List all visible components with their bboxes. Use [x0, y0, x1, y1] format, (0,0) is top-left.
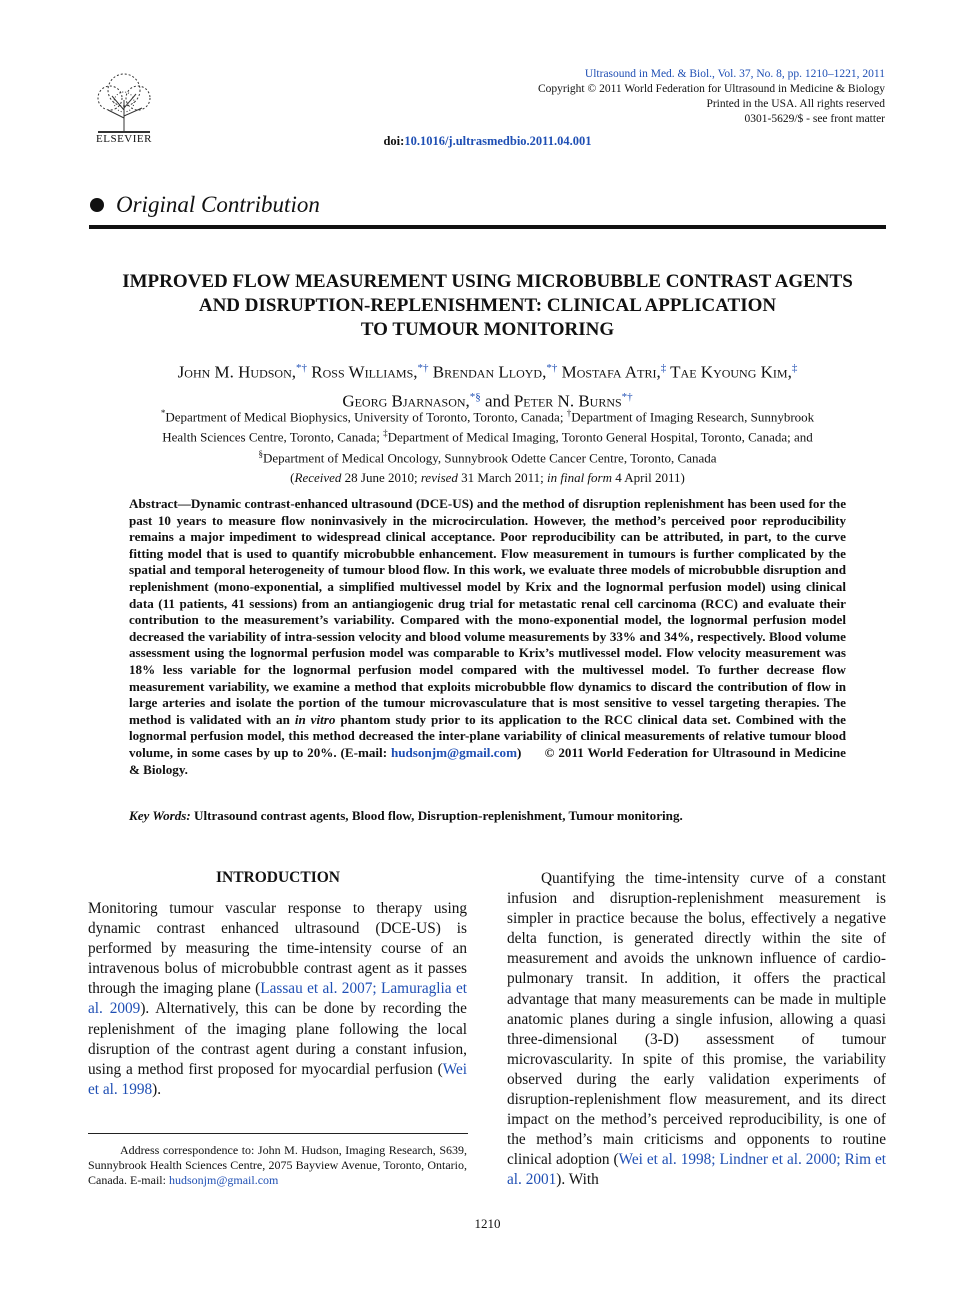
article-title — [100, 270, 875, 342]
issn-line: 0301-5629/$ - see front matter — [744, 113, 885, 125]
doi-line — [0, 134, 975, 149]
final-label: in final form — [546, 470, 612, 485]
author-name: John M. Hudson, — [177, 362, 297, 382]
affiliations — [100, 405, 875, 466]
journal-citation-link[interactable]: Ultrasound in Med. & Biol., Vol. 37, No. 8, pp. 1210–1221, 2011 — [584, 68, 885, 80]
affiliation-mark: * — [160, 408, 166, 418]
citation-link[interactable]: Wei et al. 1998; Lindner et al. 2000; Rim et al. 2001 — [507, 1151, 886, 1189]
received-label: Received — [294, 470, 342, 485]
revised-date: 31 March 2011; — [461, 470, 544, 485]
abstract-email-link[interactable]: hudsonjm@gmail.com — [390, 744, 517, 760]
affiliation-text: Health Sciences Centre, Toronto, Canada; — [162, 429, 384, 445]
abstract — [129, 496, 850, 778]
left-column — [88, 899, 467, 1100]
header-rule — [89, 225, 886, 229]
doi-prefix: doi: — [383, 134, 405, 148]
paragraph-text: Quantifying the time-intensity curve of a constant infusion and disruption-replenishment measurement is simpler in practice because the bolus, effectively a negative delta function, is generated directly within the site of measurement and avoids the unknown influence of cardio-pulmonary transit. In addition, it offers the practical advantage that many measurements can be made in multiple anatomic planes during a single infusion, allowing a quasi three-dimensional (3-D) assessment of tumour microvascularity. In spite of this promise, the variability observed during the early validation experiments of disruption-replenishment flow measurement, and its direct impact on the method’s perceived reproducibility, is one of the method’s main criticisms and opponents to routine clinical adoption ( — [507, 870, 886, 1169]
affiliation-text: Department of Medical Biophysics, University of Toronto, Toronto, Canada; — [165, 409, 567, 425]
author-affiliation-mark[interactable]: ‡ — [660, 362, 667, 374]
title-line: TO TUMOUR MONITORING — [360, 319, 615, 340]
printed-line: Printed in the USA. All rights reserved — [706, 98, 885, 110]
author-affiliation-mark[interactable]: *† — [417, 362, 429, 374]
paragraph — [507, 869, 886, 1191]
correspondence-footnote — [88, 1143, 467, 1188]
author-name: Peter N. Burns — [513, 391, 622, 411]
author-name: Brendan Lloyd, — [432, 362, 547, 382]
keywords — [129, 808, 846, 824]
author-affiliation-mark[interactable]: *† — [621, 390, 633, 403]
paragraph-text: ). — [152, 1080, 162, 1098]
author-affiliation-mark[interactable]: *† — [546, 362, 558, 374]
affiliation-text: Department of Medical Imaging, Toronto General Hospital, Toronto, Canada; and — [387, 429, 813, 445]
publisher-logo-text: ELSEVIER — [96, 133, 152, 145]
abstract-copyright: ) © 2011 World Federation for Ultrasound in Medicine & Biology. — [129, 744, 850, 777]
title-line: IMPROVED FLOW MEASUREMENT USING MICROBUBBLE CONTRAST AGENTS — [122, 271, 853, 292]
keywords-text: Ultrasound contrast agents, Blood flow, Disruption-replenishment, Tumour monitoring. — [194, 808, 683, 823]
affiliation-text: Department of Medical Oncology, Sunnybrook Odette Cancer Centre, Toronto, Canada — [262, 449, 717, 465]
introduction-heading: INTRODUCTION — [215, 869, 340, 886]
journal-info — [538, 67, 885, 127]
author-name: Georg Bjarnason, — [342, 391, 470, 411]
paragraph-text: Monitoring tumour vascular response to therapy using dynamic contrast enhanced ultrasound (DCE-US) is performed by measuring the time-intensity course of an intravenous bolus of microbubble contrast agent as it passes through the imaging plane ( — [88, 900, 467, 998]
affiliation-mark: † — [566, 408, 572, 418]
author-name: Ross Williams, — [311, 362, 418, 382]
keywords-label: Key Words: — [129, 808, 191, 823]
doi-link[interactable]: 10.1016/j.ultrasmedbio.2011.04.001 — [404, 134, 592, 148]
abstract-text: Abstract—Dynamic contrast-enhanced ultrasound (DCE-US) and the method of disruption replenishment has been used for the past 10 years to measure flow noninvasively in the microcirculation. However, the method’s perceived poor reproducibility remains a major impediment to widespread clinical acceptance. Poor reproducibility can be attributed, in part, to the curve fitting model that is used to quantify microbubble enhancement. Flow measurement in tumours is further complicated by the spatial and temporal heterogeneity of tumour blood flow. In this work, we evaluate three models of microbubble disruption and replenishment (mono-exponential, a simplified multivessel model by Krix and the lognormal perfusion model) using clinical data (11 patients, 41 sessions) from an antiangiogenic drug trial for metastatic renal cell carcinoma (RCC) and evaluate their contribution to the measurement’s variability. Compared with the mono-exponential model, the lognormal perfusion model decreased the variability of intra-session velocity and blood volume measurements by 33% and 34%, respectively. Blood volume assessment using the lognormal perfusion model was comparable to Krix’s mutlivessel model. Flow velocity measurement was 18% less variable for the lognormal perfusion model compared with the multivessel model. To further decrease flow measurement variability, we examine a method that exploits microbubble flow dynamics to discard the contribution of flow in large arteries and isolate the portion of the tumour microvasculature that is most sensitive to vessel targeting therapies. The method is validated with an — [129, 496, 846, 727]
right-column — [507, 869, 886, 1191]
author-conjunction: and — [485, 391, 510, 411]
revised-label: revised — [420, 470, 458, 485]
paragraph — [88, 899, 467, 1100]
final-date: 4 April 2011 — [615, 470, 681, 485]
paragraph-text: ). With — [556, 1171, 599, 1189]
abstract-text: phantom study prior to its application to the RCC clinical data set. Combined with the lognormal perfusion model, this method decreased the inter-plane variability of clinical measurements of relative tumour blood volume, in some cases by up to 20%. (E-mail: — [129, 711, 846, 760]
footnote-rule — [88, 1133, 468, 1134]
author-affiliation-mark[interactable]: *§ — [469, 390, 481, 403]
copyright-line: Copyright © 2011 World Federation for Ultrasound in Medicine & Biology — [537, 83, 885, 95]
author-name: Tae Kyoung Kim, — [670, 362, 792, 382]
author-affiliation-mark[interactable]: ‡ — [791, 362, 798, 374]
article-dates: (Received 28 June 2010; revised 31 March 2011; in final form 4 April 2011) — [290, 470, 685, 485]
author-affiliation-mark[interactable]: *† — [296, 362, 308, 374]
affiliation-mark: § — [258, 448, 263, 459]
section-label — [90, 192, 320, 218]
affiliation-mark: ‡ — [383, 428, 388, 439]
section-label-text: Original Contribution — [116, 192, 320, 217]
author-name: Mostafa Atri, — [561, 362, 661, 382]
citation-link[interactable]: Wei et al. 1998 — [88, 1060, 467, 1098]
abstract-italic-term: in vitro — [294, 711, 336, 727]
received-date: 28 June 2010; — [344, 470, 418, 485]
citation-link[interactable]: Lassau et al. 2007; Lamuraglia et al. 2009 — [88, 980, 467, 1018]
affiliation-text: Department of Imaging Research, Sunnybrook — [571, 409, 815, 425]
page-number: 1210 — [474, 1216, 501, 1231]
bullet-icon — [90, 198, 104, 212]
footnote-email-link[interactable]: hudsonjm@gmail.com — [168, 1173, 279, 1187]
title-line: AND DISRUPTION-REPLENISHMENT: CLINICAL APPLICATION — [198, 295, 777, 316]
footnote-text: Address correspondence to: John M. Hudson, Imaging Research, S639, Sunnybrook Health Sciences Centre, 2075 Bayview Avenue, Toronto, Ontario, Canada. E-mail: — [88, 1143, 467, 1187]
paragraph-text: ). Alternatively, this can be done by recording the replenishment of the imaging plane following the local disruption of the contrast agent during a constant infusion, using a method first proposed for myocardial perfusion ( — [88, 1000, 467, 1078]
